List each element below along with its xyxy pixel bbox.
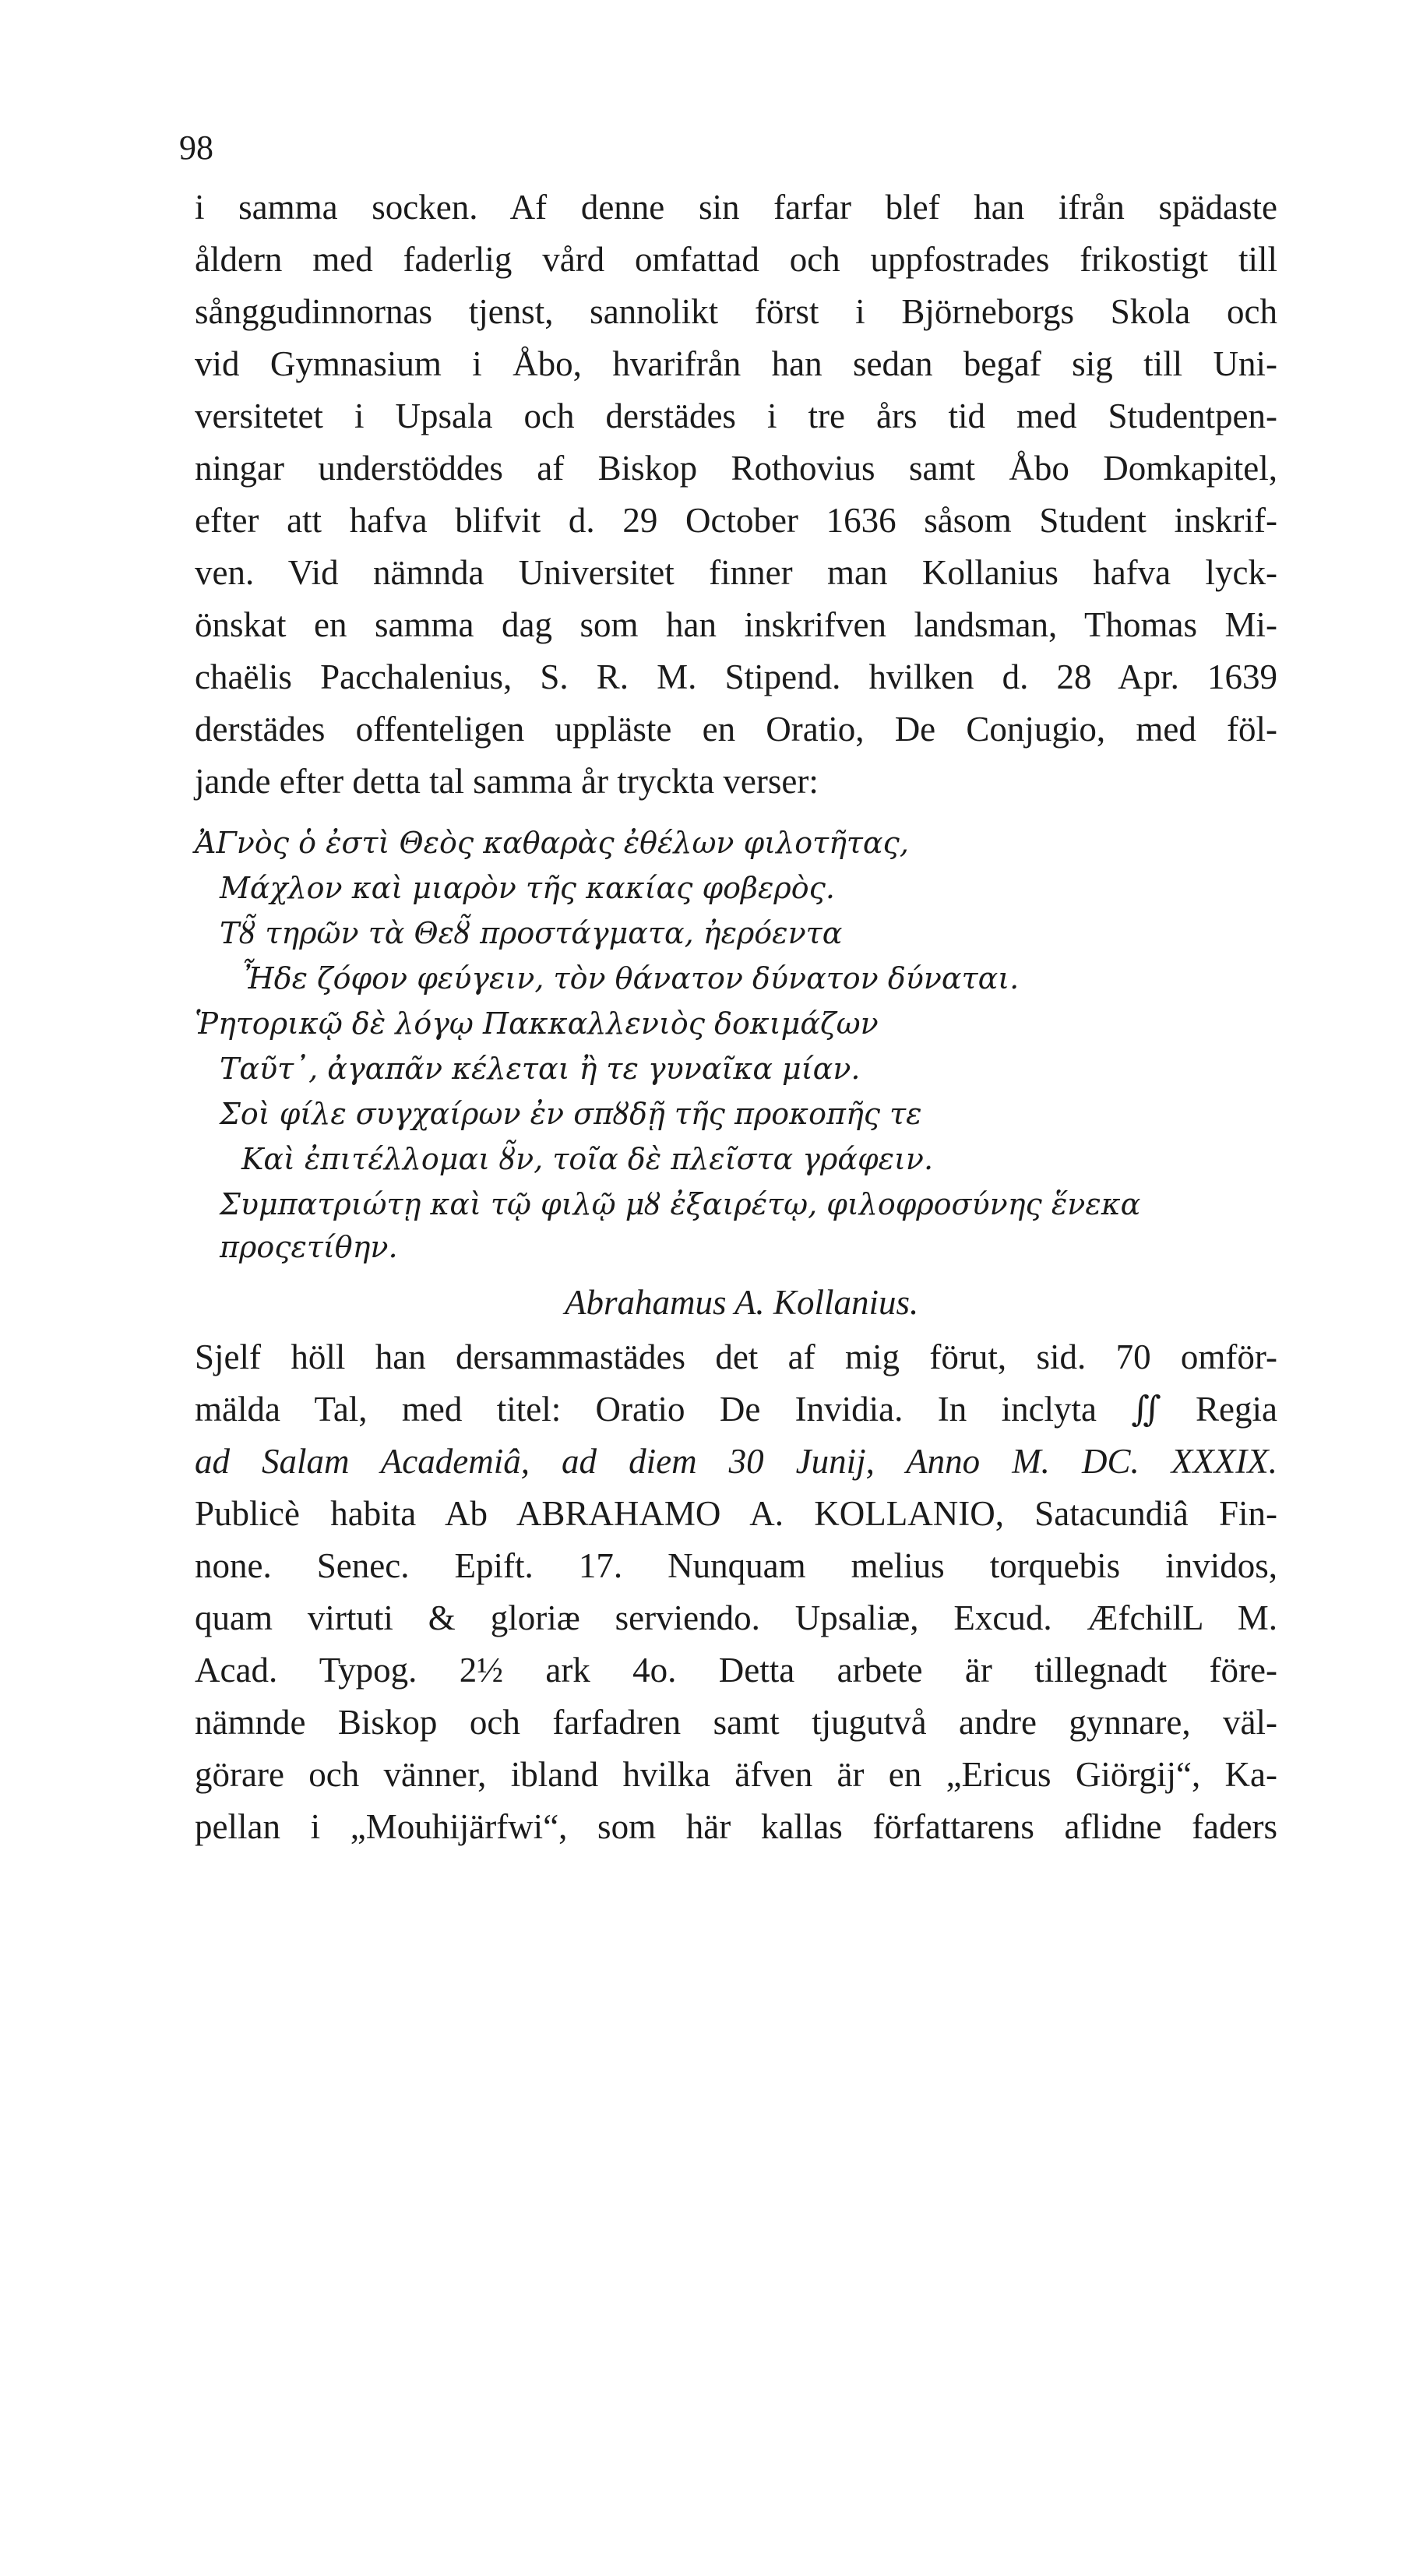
greek-verse-line: Ῥητορικῷ δὲ λόγῳ Πακκαλλενιὸς δοκιμάζων	[195, 1006, 879, 1041]
text-line: Sjelf höll han dersammastädes det af mig förut, sid. 70 omför-	[195, 1337, 1277, 1376]
greek-verse-line: προςετίθην.	[220, 1230, 398, 1264]
text-line: Publicè habita Ab ABRAHAMO A. KOLLANIO, Satacundiâ Fin-	[195, 1494, 1277, 1533]
text-line: i samma socken. Af denne sin farfar blef han ifrån spädaste	[195, 188, 1277, 227]
text-line: pellan i „Mouhijärfwi“, som här kallas författarens aflidne faders	[195, 1807, 1277, 1846]
text-line: versitetet i Upsala och derstädes i tre års tid med Studentpen-	[195, 396, 1277, 435]
text-line: nämnde Biskop och farfadren samt tjugutvå andre gynnare, väl-	[195, 1703, 1277, 1742]
greek-verse-line: Μάχλον καὶ μιαρὸν τῆς κακίας φοβερὸς.	[220, 871, 835, 905]
text-line: ven. Vid nämnda Universitet finner man Kollanius hafva lyck-	[195, 553, 1277, 592]
text-line: Acad. Typog. 2½ ark 4o. Detta arbete är tillegnadt före-	[195, 1651, 1277, 1690]
text-line: önskat en samma dag som han inskrifven landsman, Thomas Mi-	[195, 605, 1277, 644]
text-line: åldern med faderlig vård omfattad och uppfostrades frikostigt till	[195, 240, 1277, 279]
page-number: 98	[179, 129, 213, 167]
text-line: quam virtuti & gloriæ serviendo. Upsaliæ, Excud. ÆfchilL M.	[195, 1598, 1277, 1637]
text-line: chaëlis Pacchalenius, S. R. M. Stipend. hvilken d. 28 Apr. 1639	[195, 657, 1277, 696]
text-line: jande efter detta tal samma år tryckta verser:	[195, 762, 819, 801]
text-line: ad Salam Academiâ, ad diem 30 Junij, Anno M. DC. XXXIX.	[195, 1442, 1277, 1481]
text-line: none. Senec. Epift. 17. Nunquam melius torquebis invidos,	[195, 1546, 1277, 1585]
greek-verse-line: ἈΓνὸς ὁ ἐστὶ Θεὸς καθαρὰς ἐθέλων φιλοτῆτας,	[195, 826, 909, 860]
text-line: vid Gymnasium i Åbo, hvarifrån han sedan begaf sig till Uni-	[195, 344, 1277, 383]
verse-signature: Abrahamus A. Kollanius.	[565, 1283, 919, 1322]
greek-verse-line: Καὶ ἐπιτέλλομαι ȣ̃ν, τοῖα δὲ πλεῖστα γράφειν.	[241, 1142, 934, 1176]
greek-verse-line: Συμπατριώτῃ καὶ τῷ φιλῷ μȣ ἐξαιρέτῳ, φιλοφροσύνης ἕνεκα	[220, 1187, 1141, 1221]
text-line: görare och vänner, ibland hvilka äfven är en „Ericus Giörgij“, Ka-	[195, 1755, 1277, 1794]
greek-verse-line: Σοὶ φίλε συγχαίρων ἐν σπȣδῇ τῆς προκοπῆς τε	[220, 1097, 922, 1131]
greek-verse-line: Ταῦτ᾽, ἀγαπᾶν κέλεται ἢ τε γυναῖκα μίαν.	[220, 1052, 861, 1086]
text-line: sånggudinnornas tjenst, sannolikt först i Björneborgs Skola och	[195, 292, 1277, 331]
greek-verse-line: Τȣ̃ τηρῶν τὰ Θεȣ̃ προστάγματα, ἠερόεντα	[220, 916, 843, 950]
text-line: mälda Tal, med titel: Oratio De Invidia. In inclyta ∬ Regia	[195, 1390, 1277, 1429]
text-line: efter att hafva blifvit d. 29 October 1636 såsom Student inskrif-	[195, 501, 1277, 540]
text-line: ningar understöddes af Biskop Rothovius samt Åbo Domkapitel,	[195, 449, 1277, 488]
text-line: derstädes offenteligen uppläste en Oratio, De Conjugio, med föl-	[195, 710, 1277, 749]
greek-verse-line: Ἦδε ζόφον φεύγειν, τὸν θάνατον δύνατον δύναται.	[241, 961, 1020, 996]
